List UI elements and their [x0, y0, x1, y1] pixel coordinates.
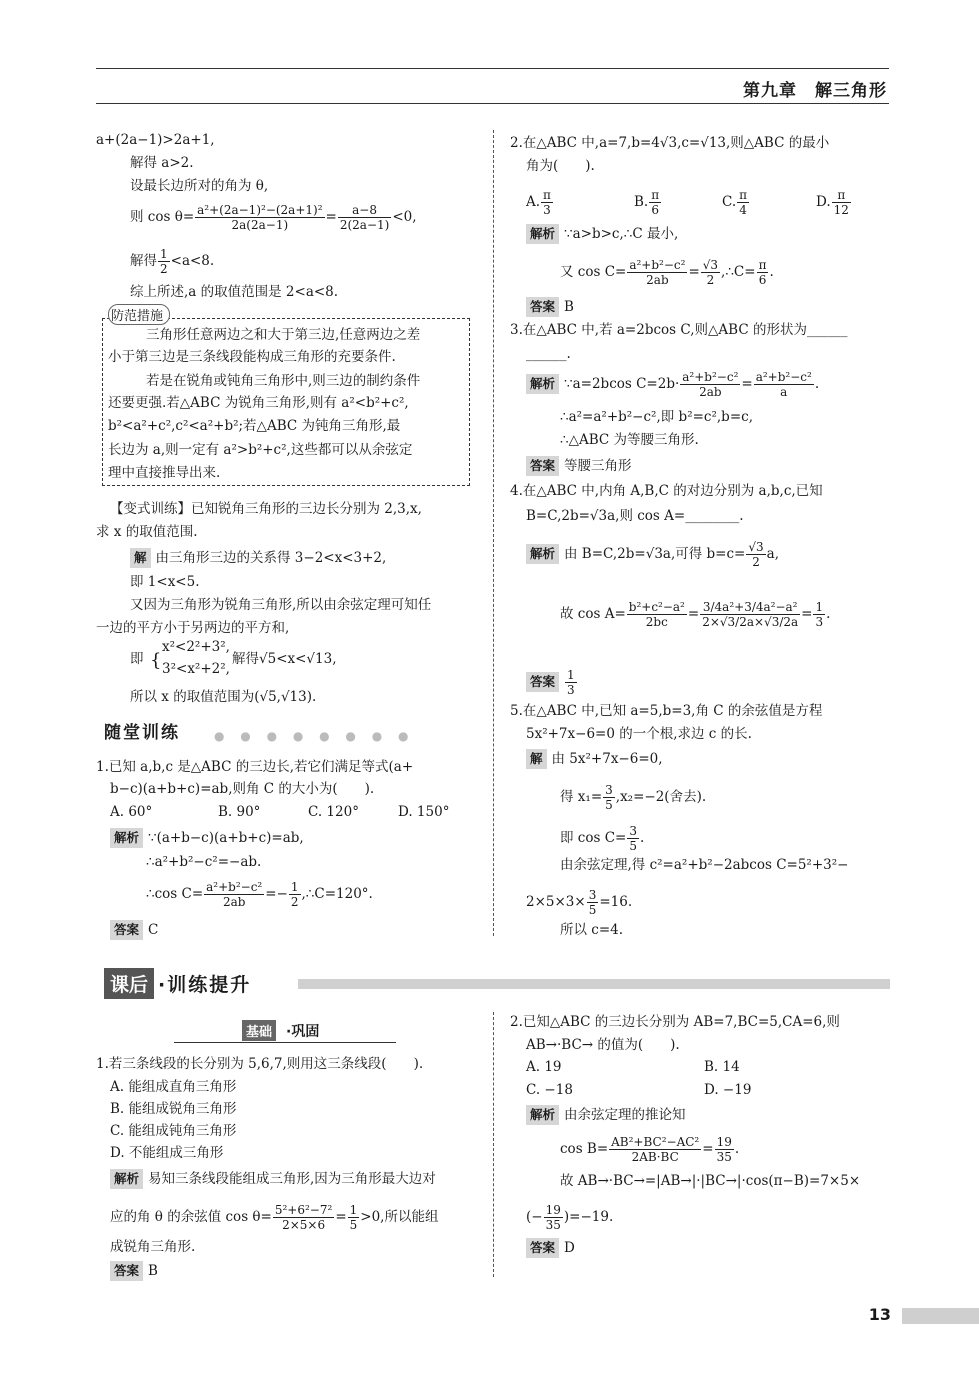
box-line: b²<a²+c²,c²<a²+b²;若△ABC 为钝角三角形,最: [108, 418, 401, 434]
text: >0,所以能组: [360, 1209, 439, 1225]
analysis-line: [526, 370, 819, 399]
text: ∴cos C=: [146, 886, 204, 902]
text-line: 解得 a>2.: [130, 155, 194, 171]
box-line: 小于第三边是三条线段能构成三角形的充要条件.: [108, 349, 396, 365]
text-line: ∴a²=a²+b²−c²,即 b²=c²,b=c,: [560, 409, 753, 425]
question-line: b−c)(a+b+c)=ab,则角 C 的大小为( ).: [110, 781, 375, 797]
text-line: ∴a²+b²−c²=−ab.: [146, 854, 262, 870]
text: 即 cos C=: [560, 830, 627, 846]
denominator: 2ab: [699, 385, 722, 399]
fraction: [603, 783, 615, 812]
option-letter: B.: [634, 194, 649, 210]
fraction: [700, 600, 800, 629]
text-line: 设最长边所对的角为 θ,: [130, 178, 269, 194]
after-class-tag: 课后: [104, 968, 154, 999]
answer-value: B: [148, 1263, 158, 1279]
text: 得 x₁=: [560, 789, 603, 805]
analysis-label: 解析: [110, 828, 143, 848]
denominator: 5: [349, 1218, 358, 1232]
numerator: π: [651, 188, 660, 202]
answer-value: B: [564, 299, 574, 315]
formula-line: [146, 880, 373, 909]
after-class-banner: [100, 968, 890, 1000]
denominator: 2: [290, 895, 299, 909]
box-line: 理中直接推导出来.: [108, 465, 221, 481]
analysis-line: [526, 224, 678, 244]
question-line: AB→·BC→ 的值为( ).: [526, 1037, 680, 1053]
question-line: 4.在△ABC 中,内角 A,B,C 的对边分别为 a,b,c,已知: [510, 483, 823, 499]
fraction: [541, 188, 553, 217]
section-title-suitang: 随堂训练: [104, 723, 180, 743]
denominator: 5: [629, 839, 637, 853]
analysis-line: [526, 540, 779, 569]
denominator: 6: [651, 203, 659, 217]
text: =16.: [599, 894, 633, 910]
fraction: [649, 188, 661, 217]
formula-line: [560, 600, 830, 629]
denominator: 3: [543, 203, 551, 217]
text: cos B=: [560, 1141, 609, 1157]
option-c: C. 120°: [308, 804, 359, 820]
text: ∵a>b>c,∴C 最小,: [564, 226, 679, 242]
option-a: A. 60°: [110, 804, 153, 820]
fraction: [565, 668, 577, 697]
denominator: 5: [605, 798, 613, 812]
formula-line: [130, 203, 417, 232]
numerator: √3: [748, 540, 764, 554]
numerator: a²+b²−c²: [629, 258, 686, 272]
fraction: [338, 203, 391, 232]
fraction: [158, 247, 170, 276]
fraction: [757, 258, 769, 287]
consolidation-label: ·巩固: [286, 1024, 320, 1040]
text-line: ∴△ABC 为等腰三角形.: [560, 432, 699, 448]
formula-line: [560, 258, 774, 287]
text: .: [814, 376, 820, 392]
box-line: 还要更强.若△ABC 为锐角三角形,则有 a²<b²+c²,: [108, 395, 409, 411]
denominator: 2a(2a−1): [231, 218, 289, 232]
numerator: √3: [702, 258, 719, 272]
question-line: B=C,2b=√3a,则 cos A=________.: [526, 508, 744, 524]
text: =: [687, 606, 700, 622]
system-line-2: 3²<x²+2²,: [162, 661, 230, 677]
answer-value: 等腰三角形: [564, 458, 632, 474]
option-d: [816, 188, 852, 217]
option-a: A. 19: [526, 1059, 562, 1075]
denominator: 2AB·BC: [631, 1150, 679, 1164]
numerator: 3: [605, 783, 613, 797]
denominator: a: [780, 385, 788, 399]
fraction: [195, 203, 324, 232]
prevention-label: 防范措施: [108, 304, 170, 325]
option-c: C. −18: [526, 1082, 573, 1098]
system-line-1: x²<2²+3²,: [162, 639, 230, 655]
text: <a<8.: [170, 253, 215, 269]
numerator: a−8: [338, 203, 391, 218]
page-number-bar: [902, 1308, 979, 1324]
text: ∵(a+b−c)(a+b+c)=ab,: [148, 830, 304, 846]
after-class-title: ·训练提升: [158, 974, 252, 996]
fraction: [701, 258, 720, 287]
option-d: D. 不能组成三角形: [110, 1145, 224, 1161]
header-rule-bottom: [96, 103, 889, 104]
question-line: 角为( ).: [526, 158, 595, 174]
analysis-label: 解析: [110, 1169, 143, 1189]
text: .: [769, 264, 774, 280]
denominator: 2: [706, 273, 715, 287]
text-line: 由余弦定理,得 c²=a²+b²−2abcos C=5²+3²−: [560, 857, 849, 873]
text: .: [826, 606, 831, 622]
text-line: 一边的平方小于另两边的平方和,: [96, 620, 290, 636]
text-line: a+(2a−1)>2a+1,: [96, 132, 215, 148]
text: =−: [265, 886, 288, 902]
numerator: π: [832, 188, 851, 203]
text-line: 求 x 的取值范围.: [96, 524, 198, 540]
question-line: 1.已知 a,b,c 是△ABC 的三边长,若它们满足等式(a+: [96, 759, 414, 775]
option-a: A. 能组成直角三角形: [110, 1079, 237, 1095]
denominator: 3: [815, 615, 824, 629]
box-line: 若是在锐角或钝角三角形中,则三边的制约条件: [146, 373, 421, 389]
numerator: π: [739, 188, 748, 202]
fraction: [289, 880, 301, 909]
fraction: [544, 1203, 563, 1232]
analysis-line: [110, 828, 304, 848]
text: 应的角 θ 的余弦值 cos θ=: [110, 1209, 272, 1225]
fraction: [273, 1203, 334, 1232]
text-line: 即 1<x<5.: [130, 574, 200, 590]
text: ,x₂=−2(舍去).: [615, 789, 707, 805]
question-line: 2.在△ABC 中,a=7,b=4√3,c=√13,则△ABC 的最小: [510, 135, 830, 151]
formula-line: [560, 783, 706, 812]
option-d: D. −19: [704, 1082, 752, 1098]
denominator: 4: [739, 203, 747, 217]
column-divider-bottom: [493, 1012, 494, 1277]
fraction: [746, 540, 765, 569]
denominator: 2ab: [222, 895, 246, 909]
denominator: 2(2a−1): [339, 218, 390, 232]
analysis-line: [110, 1169, 436, 1189]
answer-label: 答案: [110, 1261, 143, 1281]
text: 解得: [130, 253, 157, 269]
text: 故 cos A=: [560, 606, 626, 622]
denominator: 12: [833, 203, 849, 217]
analysis-line: [526, 1105, 686, 1125]
question-line: 3.在△ABC 中,若 a=2bcos C,则△ABC 的形状为______: [510, 322, 848, 338]
numerator: 1: [290, 880, 299, 894]
text: (−: [526, 1209, 543, 1225]
text: 由余弦定理的推论知: [564, 1107, 686, 1123]
numerator: 1: [349, 1203, 358, 1217]
solution-label: 解: [526, 749, 547, 769]
text: ∵a=2bcos C=2b·: [564, 376, 680, 392]
option-b: B. 90°: [218, 804, 261, 820]
numerator: 1: [815, 600, 824, 614]
text: ,∴C=: [721, 264, 756, 280]
option-c: C. 能组成钝角三角形: [110, 1123, 237, 1139]
option-b: B. 能组成锐角三角形: [110, 1101, 237, 1117]
basic-consolidation-header: [174, 1020, 396, 1042]
option-letter: D.: [816, 194, 831, 210]
answer-line: [110, 920, 158, 940]
answer-label: 答案: [526, 672, 559, 692]
dots-decoration: ● ● ● ● ● ● ● ●: [214, 729, 415, 743]
question-line: 5.在△ABC 中,已知 a=5,b=3,角 C 的余弦值是方程: [510, 703, 823, 719]
answer-value: C: [148, 922, 159, 938]
text: 由三角形三边的关系得 3−2<x<3+2,: [155, 550, 387, 566]
fraction: [609, 1135, 701, 1164]
answer-label: 答案: [526, 297, 559, 317]
fraction: [832, 188, 851, 217]
text: =: [801, 606, 813, 622]
fraction: [737, 188, 749, 217]
option-letter: A.: [526, 194, 541, 210]
text-line: 所以 x 的取值范围为(√5,√13).: [130, 689, 317, 705]
text: a,: [766, 546, 779, 562]
numerator: 3/4a²+3/4a²−a²: [700, 600, 800, 615]
answer-label: 答案: [110, 920, 143, 940]
denominator: 6: [758, 273, 767, 287]
text-line: 成锐角三角形.: [110, 1239, 196, 1255]
formula-line: [526, 1203, 613, 1232]
option-b: [634, 188, 662, 217]
answer-value: D: [564, 1240, 575, 1256]
formula-line: [526, 888, 632, 917]
fraction: [348, 1203, 360, 1232]
text: 即: [130, 651, 144, 667]
text: 解得√5<x<√13,: [232, 651, 337, 667]
fraction: [754, 370, 814, 399]
text: 由 B=C,2b=√3a,可得 b=c=: [564, 546, 746, 562]
text: 易知三条线段能组成三角形,因为三角形最大边对: [148, 1171, 436, 1187]
text: =: [688, 264, 700, 280]
fraction: [627, 600, 687, 629]
formula-line: [110, 1203, 438, 1232]
numerator: 3: [629, 824, 637, 838]
after-class-bar: [298, 979, 890, 989]
text-line: 故 AB→·BC→=|AB→|·|BC→|·cos(π−B)=7×5×: [560, 1173, 861, 1189]
numerator: AB²+BC²−AC²: [611, 1135, 700, 1149]
text: .: [734, 1141, 740, 1157]
numerator: 19: [716, 1135, 732, 1149]
analysis-label: 解析: [526, 1105, 559, 1125]
text: <0,: [392, 209, 417, 225]
numerator: π: [758, 258, 767, 272]
numerator: b²+c²−a²: [628, 600, 685, 614]
numerator: 5²+6²−7²: [274, 1203, 333, 1217]
text: 又 cos C=: [560, 264, 627, 280]
fraction: [715, 1135, 734, 1164]
analysis-label: 解析: [526, 544, 559, 564]
box-line: 长边为 a,则一定有 a²>b²+c²,这些都可以从余弦定: [108, 442, 413, 458]
numerator: π: [543, 188, 551, 202]
denominator: 5: [588, 903, 597, 917]
denominator: 2×5×6: [282, 1218, 326, 1232]
formula-line: [560, 1135, 739, 1164]
header-rule-top: [96, 68, 889, 69]
column-divider-top: [493, 130, 494, 936]
fraction: [813, 600, 825, 629]
fraction: [627, 258, 687, 287]
question-line: ______.: [526, 346, 571, 362]
solution-line: [526, 749, 663, 769]
text: =: [702, 1141, 714, 1157]
text: ,∴C=120°.: [301, 886, 373, 902]
formula-line: [130, 247, 214, 276]
text: .: [639, 830, 645, 846]
text: =: [741, 376, 753, 392]
option-b: B. 14: [704, 1059, 740, 1075]
numerator: 3: [588, 888, 597, 902]
answer-line: [526, 456, 632, 476]
solution-label: 解: [130, 548, 151, 568]
basic-tag: 基础: [242, 1020, 276, 1041]
denominator: 35: [545, 1218, 561, 1232]
analysis-label: 解析: [526, 224, 559, 244]
option-letter: C.: [722, 194, 737, 210]
text: =: [335, 1209, 347, 1225]
answer-line: [526, 297, 574, 317]
option-c: [722, 188, 750, 217]
text: 2×5×3×: [526, 894, 586, 910]
option-d: D. 150°: [398, 804, 450, 820]
text: 由 5x²+7x−6=0,: [551, 751, 663, 767]
question-line: 1.若三条线段的长分别为 5,6,7,则用这三条线段( ).: [96, 1056, 424, 1072]
text-line: 所以 c=4.: [560, 922, 624, 938]
analysis-label: 解析: [526, 374, 559, 394]
denominator: 3: [567, 683, 575, 697]
denominator: 2ab: [646, 273, 669, 287]
fraction: [680, 370, 740, 399]
numerator: a²+(2a−1)²−(2a+1)²: [197, 203, 323, 217]
numerator: a²+b²−c²: [682, 370, 739, 384]
text: 则 cos θ=: [130, 209, 195, 225]
header-rule: [174, 1042, 396, 1043]
fraction: [587, 888, 599, 917]
text-line: 综上所述,a 的取值范围是 2<a<8.: [130, 284, 339, 300]
chapter-title: 第九章 解三角形: [743, 81, 887, 101]
answer-line: [526, 1238, 575, 1258]
page-number: 13: [868, 1305, 891, 1324]
answer-label: 答案: [526, 456, 559, 476]
text-line: 又因为三角形为锐角三角形,所以由余弦定理可知任: [130, 597, 432, 613]
question-line: 5x²+7x−6=0 的一个根,求边 c 的长.: [526, 726, 752, 742]
formula-line: [560, 824, 644, 853]
text: )=−19.: [563, 1209, 614, 1225]
option-a: [526, 188, 554, 217]
numerator: 1: [160, 247, 168, 261]
denominator: 2: [752, 555, 760, 569]
fraction: [204, 880, 264, 909]
answer-line: [110, 1261, 158, 1281]
text: =: [325, 209, 337, 225]
denominator: 35: [716, 1150, 732, 1164]
variant-training-title: 【变式训练】已知锐角三角形的三边长分别为 2,3,x,: [110, 501, 422, 517]
numerator: 1: [567, 668, 575, 682]
box-line: 三角形任意两边之和大于第三边,任意两边之差: [146, 327, 421, 343]
answer-label: 答案: [526, 1238, 559, 1258]
numerator: a²+b²−c²: [755, 370, 812, 384]
numerator: a²+b²−c²: [206, 880, 263, 894]
numerator: 19: [545, 1203, 561, 1217]
question-line: 2.已知△ABC 的三边长分别为 AB=7,BC=5,CA=6,则: [510, 1014, 840, 1030]
answer-line: [526, 668, 578, 697]
denominator: 2: [160, 262, 168, 276]
solution-line: [130, 548, 386, 568]
brace: {: [150, 650, 162, 671]
denominator: 2×√3/2a×√3/2a: [702, 615, 799, 629]
denominator: 2bc: [645, 615, 668, 629]
fraction: [627, 824, 639, 853]
